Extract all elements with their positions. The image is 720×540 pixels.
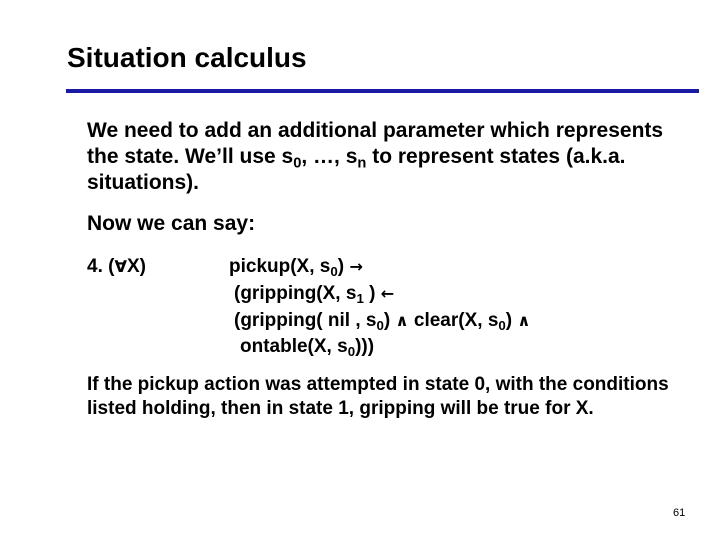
formula-line-3-sub: 0 [376,317,384,333]
page-number: 61 [673,507,686,519]
slide-title: Situation calculus [67,42,307,73]
formula-number [87,256,146,278]
formula-line-3-text: (gripping( nil , s [234,310,377,331]
formula-line-2-sub: 1 [356,290,364,306]
formula-line-1-text: pickup(X, s [229,256,331,277]
formula-line-3-clear: clear(X, s [408,310,499,331]
formula-line-4 [240,336,374,358]
formula-line-3-close: ) [383,310,396,331]
and-symbol: ∧ [395,311,409,330]
formula-line-4-close: ))) [355,336,375,357]
formula-variable: X) [126,256,146,277]
formula-line-3-close-2: ) [505,310,518,331]
formula-number-text: 4. ( [87,256,115,277]
intro-sub-n: n [357,155,367,172]
and-symbol-2: ∧ [517,311,531,330]
title-divider [66,89,699,93]
implies-arrow-icon: → [349,257,363,276]
formula-line-3 [234,310,531,332]
formula-line-1-close: ) [337,256,350,277]
formula-line-4-text: ontable(X, s [240,336,348,357]
formula-line-4-sub: 0 [347,343,356,359]
intro-text-3: to represent states (a.k.a. situations). [87,145,626,194]
intro-text-1: We need to add an additional parameter which represents the state. We’ll use s [87,119,664,168]
formula-line-2-text: (gripping(X, s [234,283,357,304]
forall-symbol: ∀ [114,257,127,276]
now-we-can-say: Now we can say: [87,212,256,235]
formula-line-1-sub: 0 [330,263,338,279]
formula-line-3-sub-2: 0 [498,317,506,333]
formula-line-2-close: ) [363,283,381,304]
intro-sub-0: 0 [293,155,302,172]
conclusion-paragraph: If the pickup action was attempted in state 0, with the conditions listed holding, then in state 1, gripping will be true for X. [87,374,669,419]
implied-by-arrow-icon: ← [380,284,395,303]
intro-paragraph [87,118,687,196]
formula-line-1 [229,256,363,278]
formula-line-2 [234,283,394,305]
intro-text-2: , …, s [301,145,358,168]
